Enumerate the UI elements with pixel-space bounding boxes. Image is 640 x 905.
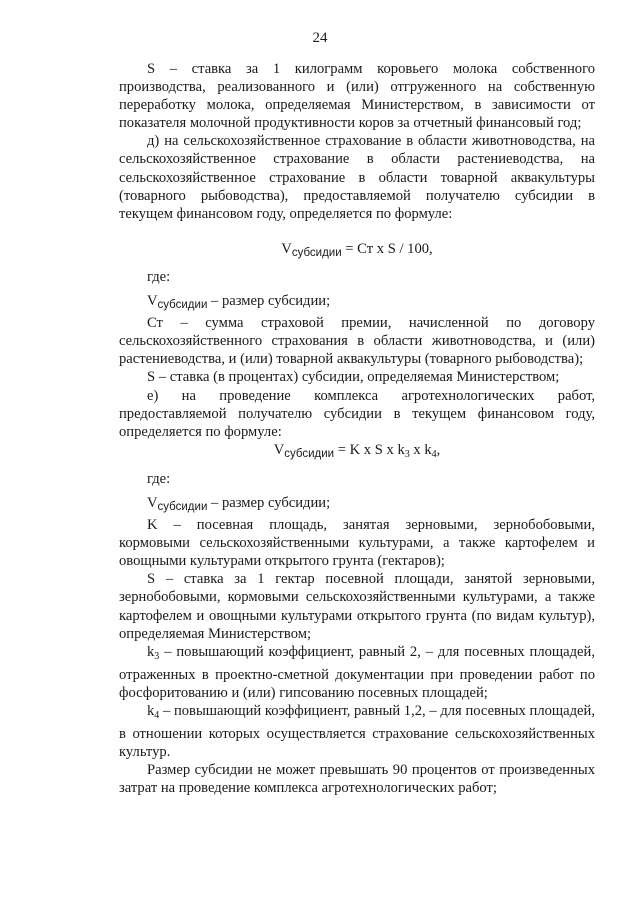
formula-agrotech: $V_{субсидии} = K$ x S x $k_3$ x $k_4$, bbox=[273, 441, 441, 460]
page-number: 24 bbox=[312, 30, 328, 46]
definition-v-subsidy: $V_{субсидии}$ – размер субсидии; bbox=[147, 293, 331, 312]
definition-k4: $k_4$ – повышающий коэффициент, равный 1,2, – для посевных площадей, в отношении которых осуществляется страхование сельскохозяйственных культур. bbox=[119, 703, 595, 761]
paragraph-e-agrotech: е) на проведение комплекса агротехнологических работ, предоставляемой получателю субсидии в текущем финансовом году, определяется по формуле: bbox=[119, 387, 595, 440]
definition-k-area: K – посевная площадь, занятая зерновыми, зернобобовыми, кормовыми сельскохозяйственными культурами, а также картофелем и овощными культурами открытого грунта (гектаров); bbox=[119, 517, 595, 570]
definition-s-percent: S – ставка (в процентах) субсидии, определяемая Министерством; bbox=[147, 369, 560, 386]
definition-s-hectare: S – ставка за 1 гектар посевной площади, занятой зерновыми, зернобобовыми, кормовыми сельскохозяйственными культурами, а также картофелем и овощными культурами открытого грунта (по видам культур), определяемая Министерством; bbox=[119, 571, 595, 642]
definition-ct: Ст – сумма страховой премии, начисленной по договору сельскохозяйственного страхования в области животноводства, и (или) растениеводства, и (или) товарной аквакультуры (товарного рыбоводства); bbox=[119, 315, 595, 368]
where-label: где: bbox=[147, 268, 171, 285]
paragraph-subsidy-limit: Размер субсидии не может превышать 90 процентов от произведенных затрат на проведение комплекса агротехнологических работ; bbox=[119, 762, 595, 797]
definition-v-subsidy-2: $V_{субсидии}$ – размер субсидии; bbox=[147, 494, 331, 513]
where-label-2: где: bbox=[147, 470, 171, 487]
formula-expression: = Ст x S / 100, bbox=[341, 240, 433, 257]
formula-symbol-v: V bbox=[281, 240, 292, 257]
paragraph-d-insurance: д) на сельскохозяйственное страхование в области животноводства, на сельскохозяйственное страхование в области растениеводства, на сельскохозяйственное страхование в области товарной аквакультуры (товарного рыбоводства), предоставляемой получателю субсидии в текущем финансовом году, определяется по формуле: bbox=[119, 133, 595, 222]
formula-subscript-subsidy: субсидии bbox=[291, 246, 342, 259]
formula-insurance bbox=[119, 240, 595, 262]
definition-k3: $k_3$ – повышающий коэффициент, равный 2, – для посевных площадей, отраженных в проектно-сметной документации при проведении работ по фосфоритованию и (или) гипсованию посевных площадей; bbox=[119, 643, 595, 701]
document-body bbox=[119, 60, 595, 797]
paragraph-s-milk-rate: S – ставка за 1 килограмм коровьего молока собственного производства, реализованного и (или) отгруженного на собственную переработку молока, определяемая Министерством, в зависимости от показателя молочной продуктивности коров за отчетный финансовый год; bbox=[119, 61, 595, 132]
